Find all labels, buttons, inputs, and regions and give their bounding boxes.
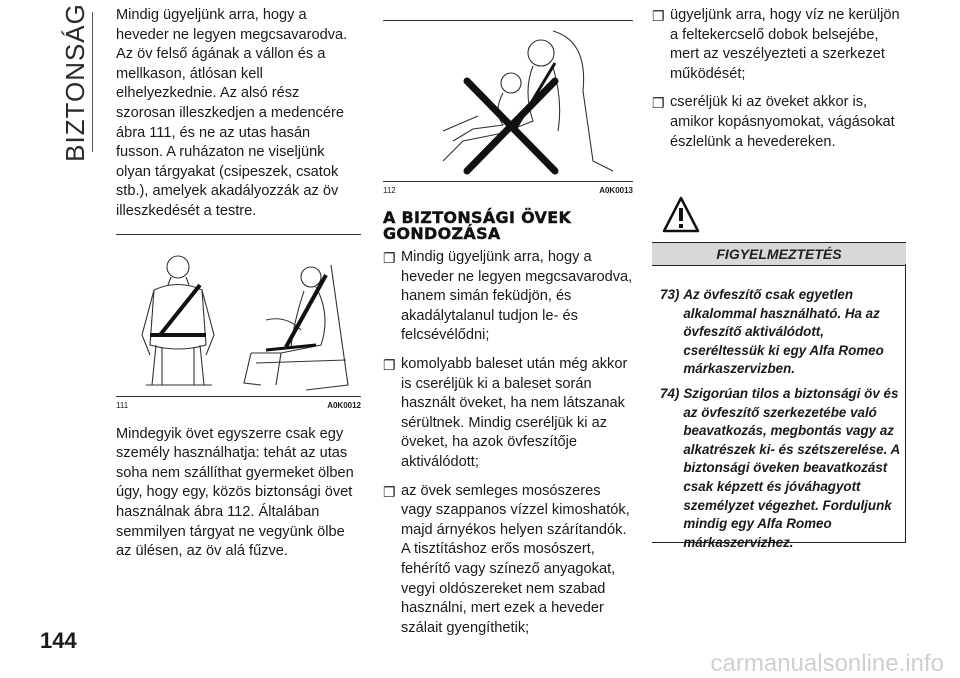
checkbox-bullet-icon: ❐ xyxy=(652,95,665,112)
figure-111 xyxy=(116,234,361,410)
list-item xyxy=(383,355,633,473)
watermark: carmanualsonline.info xyxy=(710,650,944,677)
figure-number: 112 xyxy=(383,186,396,195)
figure-112 xyxy=(383,20,633,195)
figure-112-caption xyxy=(383,181,633,195)
column-3 xyxy=(652,6,906,161)
list-item xyxy=(383,482,633,639)
section-side-title xyxy=(56,2,94,162)
warning-number: 73) xyxy=(660,287,680,302)
list-item xyxy=(652,6,906,84)
figure-code: A0K0012 xyxy=(327,400,361,410)
warning-text: Szigorúan tilos a biztonsági öv és az övfeszítő szerkezetébe való beavatkozás, megbontás vagy az alkatrészek ki- és szétszerelése. A biztonsági öveken beavatkozást csak képzett és jóváhagyott személyzet végezhet. Forduljunk mindig egy Alfa Romeo márkaszervizhez. xyxy=(683,385,900,550)
warning-item xyxy=(660,286,906,379)
illustration-child-on-lap-prohibited-icon xyxy=(383,21,633,181)
warning-number: 74) xyxy=(660,385,680,401)
paragraph-belt-position: Mindig ügyeljünk arra, hogy a heveder ne legyen megcsavarodva. Az öv felső ágának a vállon és a mellkason, átlósan kell elhelyezkednie. Az alsó rész szorosan illeszkedjen a medencére ábra 111, és ne az utas hasán fusson. A ruházaton ne viseljünk olyan tárgyakat (csipeszek, csatok stb.), amelyek akadályozzák az öv illeszkedését a testre. xyxy=(116,7,348,219)
list-item-text: komolyabb baleset után még akkor is cseréljük ki a baleset során használt öveket, ha nem látszanak sérültnek. Mindig cseréljük ki az öveket, ha azok övfeszítője aktiválódott; xyxy=(401,355,628,470)
section-heading-belt-care: A BIZTONSÁGI ÖVEK GONDOZÁSA xyxy=(383,208,572,243)
figure-number: 111 xyxy=(116,400,129,410)
column-1 xyxy=(116,6,361,574)
belt-care-list-continued xyxy=(652,6,906,152)
column-2 xyxy=(383,6,633,647)
checkbox-bullet-icon: ❐ xyxy=(652,8,665,24)
list-item-text: cseréljük ki az öveket akkor is, amikor kopásnyomokat, vágásokat észlelünk a hevedereken. xyxy=(670,94,895,150)
list-item-text: Mindig ügyeljünk arra, hogy a heveder ne legyen megcsavarodva, hanem simán feküdjön, és akadálytalanul tudjon le- és felcsévélődni; xyxy=(401,249,633,344)
warning-item xyxy=(660,385,906,552)
list-item xyxy=(383,248,633,346)
belt-care-list xyxy=(383,248,633,638)
section-title-text: BIZTONSÁG xyxy=(59,2,90,162)
figure-111-caption xyxy=(116,396,361,410)
figure-code: A0K0013 xyxy=(599,186,633,195)
page-number: 144 xyxy=(40,628,77,653)
warning-title: FIGYELMEZTETÉS xyxy=(652,242,906,266)
warning-triangle-icon xyxy=(662,196,700,234)
checkbox-bullet-icon: ❐ xyxy=(383,483,396,500)
warning-list xyxy=(660,286,906,558)
paragraph-one-person-per-belt: Mindegyik övet egyszerre csak egy személy használhatja: tehát az utas soha nem szállíthat gyermeket ölben úgy, hogy egy, közös biztonsági övet használnak ábra 112. Általában semmilyen tárgyat ne vegyünk ölbe az ülésen, az öv alá fűzve. xyxy=(116,425,354,560)
checkbox-bullet-icon: ❐ xyxy=(383,250,396,266)
list-item-text: az övek semleges mosószeres vagy szappanos vízzel kimoshatók, majd árnyékos helyen szárítandók. A tisztításhoz erős mosószert, fehérítő vagy színező anyagokat, vegyi oldószereket nem szabad használni, mert ezek a heveder szálait gyengíthetik; xyxy=(401,482,630,636)
illustration-seatbelt-correct-icon xyxy=(116,235,361,396)
checkbox-bullet-icon: ❐ xyxy=(383,356,396,373)
list-item-text: ügyeljünk arra, hogy víz ne kerüljön a feltekercselő dobok belsejébe, mert az veszélyezteti a szerkezet működését; xyxy=(670,7,900,82)
warning-text: Az övfeszítő csak egyetlen alkalommal használható. Ha az övfeszítő aktiválódott, cseréltessük ki egy Alfa Romeo márkaszervizben. xyxy=(683,287,884,377)
section-divider-line xyxy=(92,12,93,152)
list-item xyxy=(652,93,906,152)
